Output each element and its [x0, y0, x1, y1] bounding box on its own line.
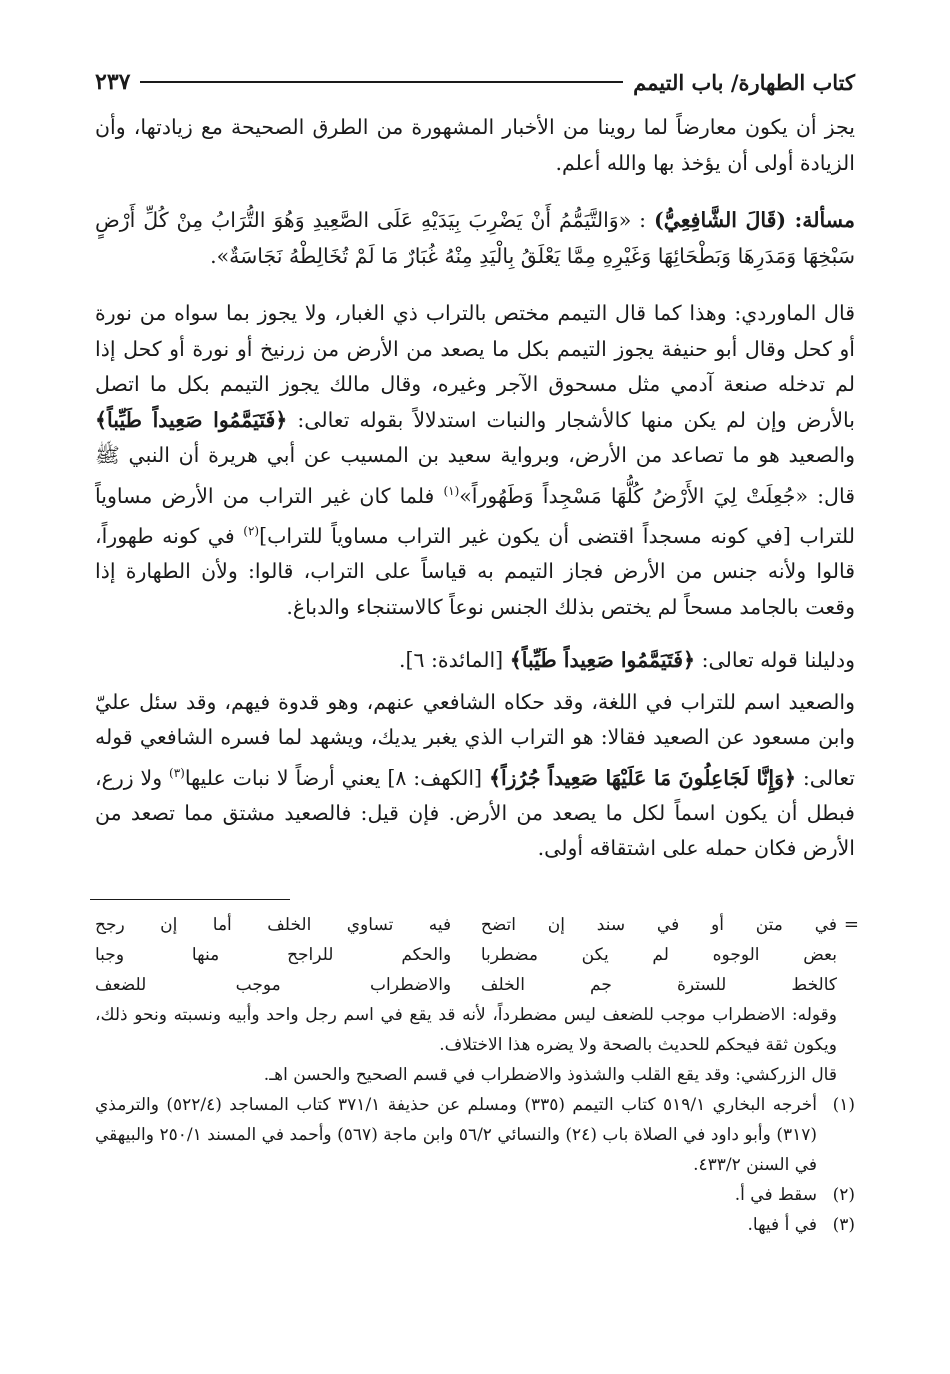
- footnote-number: (٣): [832, 1214, 855, 1235]
- verse-citation: [المائدة: ٦].: [398, 648, 504, 673]
- paragraph-text: [الكهف: ٨] يعني أرضاً لا نبات عليها: [184, 765, 483, 790]
- shafii-quote: : «وَالتَّيَمُّمُ أَنْ يَضْرِبَ بِيَدَيْهِ عَلَى الصَّعِيدِ وَهُوَ التُّرَابُ مِنْ كُلِّ أَرْضٍ سَبْخِهَا وَمَدَرِهَا وَبَطْحَائِهَا وَغَيْرِهِ مِمَّا يَعْلَقُ بِالْيَدِ مِنْهُ غُبَارٌ مَا لَمْ تُخَالِطْهُ نَجَاسَةٌ».: [95, 208, 855, 268]
- footnote-number: (٢): [832, 1184, 855, 1205]
- paragraph-text: ودليلنا قوله تعالى:: [701, 648, 855, 673]
- continuation-mark: =: [843, 913, 859, 935]
- chapter-title: كتاب الطهارة/ باب التيمم: [633, 69, 855, 95]
- poem-line: [95, 910, 837, 940]
- footnote-text: في أ فيها.: [747, 1214, 817, 1235]
- footnote-ref: (٣): [169, 765, 185, 780]
- paragraph-text: يجز أن يكون معارضاً لما روينا من الأخبار المشهورة من الطرق الصحيحة مع زيادتها، وأن الزيادة أولى أن يؤخذ بها والله أعلم.: [95, 115, 855, 175]
- running-header: [95, 62, 855, 102]
- mawardi-paragraph: [95, 296, 855, 625]
- footnote-note: قال الزركشي: وقد يقع القلب والشذوذ والاضطراب في قسم الصحيح والحسن اهـ.: [263, 1064, 837, 1085]
- evidence-paragraph: [95, 643, 855, 679]
- quran-verse: ﴿فَتَيَمَّمُوا صَعِيداً طَيِّباً﴾: [509, 648, 696, 673]
- masala-paragraph: [95, 203, 855, 274]
- poem-hemistich: كالخط للسترة جم الخلف: [480, 974, 837, 995]
- footnote-item: [95, 1180, 855, 1210]
- paragraph-text: في كونه طهوراً، قالوا ولأنه جنس من الأرض فجاز التيمم به قياساً على التراب، قالوا: ولأن الطهارة إذا وقعت بالجامد مسحاً لم يختص بذلك الجنس نوعاً كالاستنجاء والدباغ.: [95, 523, 855, 619]
- masala-label: مسألة: (قَالَ الشَّافِعِيُّ): [654, 208, 855, 232]
- saeed-paragraph: [95, 685, 855, 867]
- quran-verse: ﴿فَتَيَمَّمُوا صَعِيداً طَيِّباً﴾: [95, 407, 288, 432]
- paragraph-text: ولا زرع، فبطل أن يكون اسماً لكل ما يصعد من الأرض. فإن قيل: فالصعيد مشتق مما تصعد من الأرض فكان حمله على اشتقاقه أولى.: [95, 765, 855, 861]
- footnote-item: [95, 1090, 855, 1180]
- footnote-ref: (١): [443, 483, 460, 498]
- poem-hemistich: والاضطراب موجب للضعف: [95, 974, 452, 995]
- poem-hemistich: والحكم للراجح منها وجبا: [95, 944, 452, 965]
- footnote-separator: [90, 899, 290, 900]
- footnote-note: وقوله: الاضطراب موجب للضعف ليس مضطرداً، لأنه قد يقع في اسم رجل واحد وأبيه ونسبته ونحو ذلك، ويكون ثقة فيحكم للحديث بالصحة ولا يضره هذا الاختلاف.: [95, 1004, 837, 1055]
- quran-verse: ﴿وَإِنَّا لَجَاعِلُونَ مَا عَلَيْهَا صَعِيداً جُرُزاً﴾: [488, 765, 796, 790]
- footnote-poem: [95, 910, 859, 1000]
- footnote-item: [95, 1210, 855, 1240]
- paragraph-text: فلما كان غير التراب من الأرض مساوياً للتراب [في كونه مسجداً اقتضى أن يكون غير التراب مساوياً للتراب]: [95, 483, 855, 548]
- footnote-text: سقط في أ.: [734, 1184, 817, 1205]
- paragraph-text: قال الماوردي: وهذا كما قال التيمم مختص بالتراب ذي الغبار، ولا يجوز بما سواه من نورة أو كحل وقال أبو حنيفة يجوز التيمم بكل ما يصعد من الأرض من زرنيخ أو نورة أو كحل إذا لم تدخله صنعة آدمي مثل مسحوق الآجر وغيره، وقال مالك يجوز التيمم بكل ما اتصل بالأرض وإن لم يكن منها كالأشجار والنبات استدلالاً بقوله تعالى:: [95, 301, 855, 432]
- paragraph-continuation: [95, 110, 855, 181]
- footnotes-section: [95, 910, 859, 1240]
- page-number: ٢٣٧: [95, 69, 131, 95]
- poem-hemistich: بعض الوجوه لم يكن مضطربا: [480, 944, 837, 965]
- poem-hemistich: في متن أو في سند إن اتضح: [480, 914, 837, 935]
- book-page: [95, 62, 859, 1240]
- poem-line: [95, 970, 837, 1000]
- header-rule: [140, 81, 623, 83]
- poem-line: [95, 940, 837, 970]
- paragraph-text: والصعيد اسم للتراب في اللغة، وقد حكاه الشافعي عنهم، وهو قدوة فيهم، وقد سئل عليّ وابن مسعود عن الصعيد فقالا: هو التراب الذي يغبر يديك، ويشهد لما فسره الشافعي قوله تعالى:: [95, 689, 855, 790]
- footnote-ref: (٢): [243, 523, 260, 538]
- paragraph-text: والصعيد هو ما تصاعد من الأرض، وبرواية سعيد بن المسيب عن أبي هريرة أن النبي ﷺ قال: «جُعِلَتْ لِيَ الأَرْضُ كُلُّهَا مَسْجِداً وَطَهُوراً»: [95, 443, 855, 508]
- footnote-number: (١): [832, 1094, 855, 1115]
- poem-hemistich: فيه تساوي الخلف أما إن رجح: [95, 914, 452, 935]
- footnote-text: أخرجه البخاري ٥١٩/١ كتاب التيمم (٣٣٥) ومسلم عن حذيفة ٣٧١/١ كتاب المساجد (٥٢٢/٤) والترمذي (٣١٧) وأبو داود في الصلاة باب (٢٤) والنسائي ٥٦/٢ وابن ماجة (٥٦٧) وأحمد في المسند ٢٥٠/١ والبيهقي في السنن ٤٣٣/٢.: [95, 1094, 817, 1175]
